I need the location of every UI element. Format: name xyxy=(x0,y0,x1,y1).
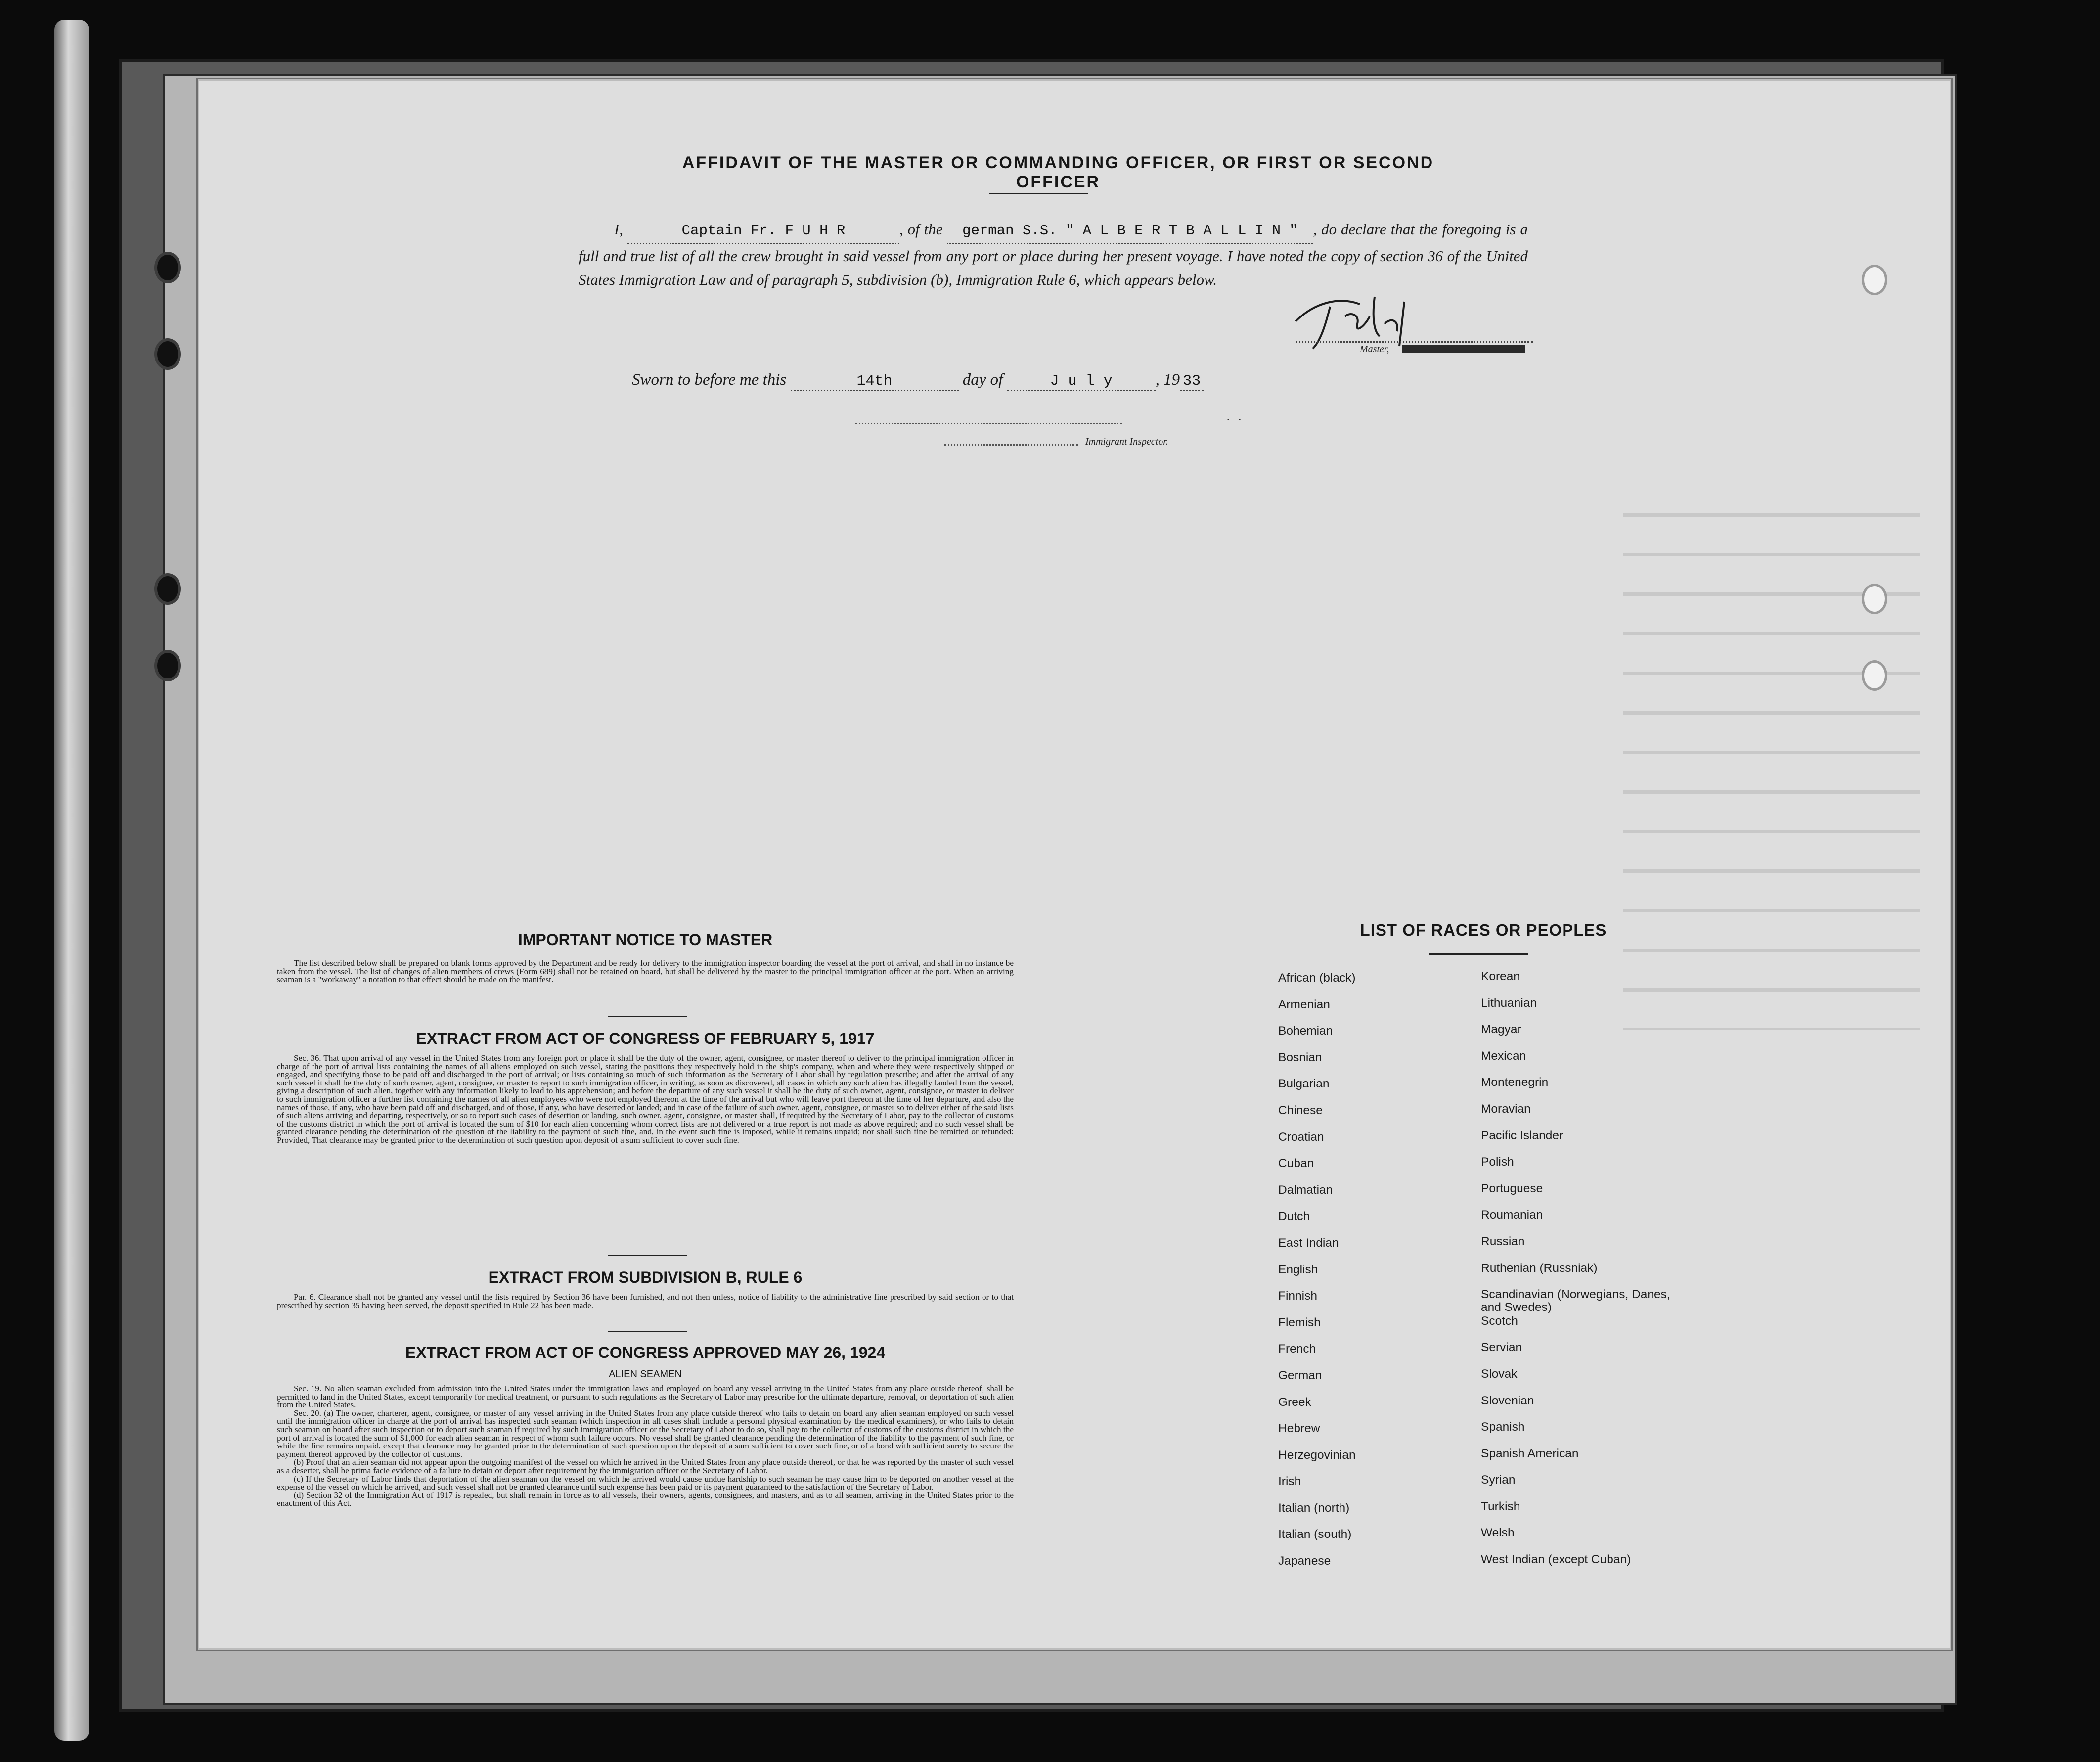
race-item: Russian xyxy=(1481,1234,1525,1248)
race-item: Finnish xyxy=(1278,1289,1317,1303)
extract-rule6-paragraph: Par. 6. Clearance shall not be granted any vessel until the lists required by Section 36 have been furnished, and not then unless, notice of liability to the administrative fine prescribed by said section or to that prescribed by section 35 having been served, the deposit specified in Rule 22 has been made. xyxy=(277,1292,1014,1310)
race-item: Roumanian xyxy=(1481,1208,1543,1222)
races-title: LIST OF RACES OR PEOPLES xyxy=(1360,921,1607,939)
sworn-text: Sworn to before me this xyxy=(632,371,787,389)
punch-hole xyxy=(157,341,178,367)
race-item: Pacific Islander xyxy=(1481,1129,1564,1142)
race-item: Spanish American xyxy=(1481,1446,1579,1460)
inspector-label: Immigrant Inspector. xyxy=(1085,436,1168,447)
race-item: German xyxy=(1278,1368,1322,1382)
race-item: Armenian xyxy=(1278,997,1330,1011)
section-rule xyxy=(608,1016,687,1017)
race-item: West Indian (except Cuban) xyxy=(1481,1553,1631,1567)
sworn-line xyxy=(632,371,1324,391)
extract-rule6-text xyxy=(277,1293,1014,1310)
races-title-rule xyxy=(1429,953,1528,955)
inspector-line xyxy=(855,423,1122,424)
race-item: Japanese xyxy=(1278,1554,1331,1568)
affidavit-i: I, xyxy=(614,221,624,238)
bleed-through-text xyxy=(1623,486,1920,1030)
sworn-day-field: 14th xyxy=(791,373,959,391)
master-name-field: Captain Fr. F U H R xyxy=(627,219,899,244)
affidavit-of-the: , of the xyxy=(899,221,943,238)
sec-20c-paragraph: (c) If the Secretary of Labor finds that deportation of the alien seaman on the vessel on which he arrived would cause undue hardship to such seaman he may cause him to be deported on another vessel at the expense of the vessel on which he arrived, and such vessel shall not be granted clearance until such expense has been paid or its payment guaranteed to the satisfaction of the Secretary of Labor. xyxy=(277,1474,1014,1492)
race-item: French xyxy=(1278,1342,1316,1356)
notice-paragraph: The list described below shall be prepared on blank forms approved by the Department and be ready for delivery to the immigration inspector boarding the vessel at the port of arrival, and shall in no instance be taken from the vessel. The list of changes of alien members of crews (Form 689) shall not be retained on board, but shall be delivered by the master to the principal immigration officer at the port. When an arriving seaman is a "workaway" a notation to that effect should be made on the manifest. xyxy=(277,958,1014,985)
sec-20b-paragraph: (b) Proof that an alien seaman did not appear upon the outgoing manifest of the vessel on which he arrived in the United States from any place outside thereof, or that he was reported by the master of such vessel as a deserter, shall be prima facie evidence of a failure to detain or deport after requirement by the immigration officer or the Secretary of Labor. xyxy=(277,1457,1014,1475)
affidavit-declaration: , do declare that the foregoing is a full and true list of all the crew brought in said vessel from any port or place during her present voyage. I have noted the copy of section 36 of the United States Immigration Law and of paragraph 5, subdivision (b), Immigration Rule 6, which appears below. xyxy=(579,221,1528,288)
race-item: Dutch xyxy=(1278,1210,1310,1223)
punch-hole xyxy=(1864,586,1885,612)
race-item: English xyxy=(1278,1263,1318,1276)
affidavit-title: AFFIDAVIT OF THE MASTER OR COMMANDING OFFICER, OR FIRST OR SECOND OFFICER xyxy=(682,153,1434,191)
race-item: Bohemian xyxy=(1278,1024,1333,1038)
race-item: Montenegrin xyxy=(1481,1076,1549,1089)
extract-rule6-title: EXTRACT FROM SUBDIVISION B, RULE 6 xyxy=(488,1268,803,1286)
extract-1917-title: EXTRACT FROM ACT OF CONGRESS OF FEBRUARY 5, 1917 xyxy=(416,1030,875,1047)
sec-20d-paragraph: (d) Section 32 of the Immigration Act of 1917 is repealed, but shall remain in force as to all vessels, their owners, agents, consignees, and masters, and as to all seamen, arriving in the United States prior to the enactment of this Act. xyxy=(277,1490,1014,1508)
punch-hole xyxy=(1864,267,1885,293)
punch-hole xyxy=(157,653,178,678)
extract-1924-title: EXTRACT FROM ACT OF CONGRESS APPROVED MAY 26, 1924 xyxy=(405,1344,886,1361)
race-item: Servian xyxy=(1481,1341,1522,1355)
race-item: Hebrew xyxy=(1278,1422,1320,1436)
race-item: Bulgarian xyxy=(1278,1077,1330,1091)
section-rule xyxy=(608,1331,687,1332)
extract-1917-paragraph: Sec. 36. That upon arrival of any vessel in the United States from any foreign port or place it shall be the duty of the owner, agent, consignee, or master thereof to deliver to the principal immigration officer in charge of the port of arrival lists containing the names of all aliens employed on such vessel, stating the positions they respectively hold in the ship's company, when and where they were respectively shipped or engaged, and specifying those to be paid off and discharged in the port of arrival; or lists containing so much of such information as the Secretary of Labor shall by regulation prescribe; and after the arrival of any such vessel it shall be the duty of such owner, agent, consignee, or master to report to such immigration officer, in writing, as soon as discovered, all cases in which any such alien has illegally landed from the vessel, giving a description of such alien, together with any information likely to lead to his apprehension; and before the departure of any such vessel it shall be the duty of such owner, agent, consignee, or master to deliver to such immigration officer a further list containing the names of all alien employees who were not employed thereon at the time of the arrival but who will leave port thereon at the time of her departure, and also the names of those, if any, who have been paid off and discharged, and of those, if any, who have deserted or landed; and in case of the failure of such owner, agent, consignee, or master so to deliver either of the said lists of such aliens arriving and departing, respectively, or so to report such cases of desertion or landing, such owner, agent, consignee, or master shall, if required by the Secretary of Labor, pay to the collector of customs of the customs district in which the port of arrival is located the sum of $10 for each alien concerning whom correct lists are not delivered or a true report is not made as above required; and no such vessel shall be granted clearance pending the determination of the question of the liability to the payment of such fine, and, in the event such fine is imposed, while it remains unpaid; nor shall such fine be remitted or refunded: Provided, That clearance may be granted prior to the determination of such question upon deposit of a sum sufficient to cover such fine. xyxy=(277,1053,1014,1145)
punch-hole xyxy=(157,576,178,602)
sworn-month-field: J u l y xyxy=(1007,373,1156,391)
section-rule xyxy=(608,1255,687,1256)
race-item: Portuguese xyxy=(1481,1181,1543,1195)
race-item: Croatian xyxy=(1278,1130,1324,1144)
notice-text xyxy=(277,959,1014,984)
binder-strip xyxy=(54,20,89,1741)
extract-1924-text xyxy=(277,1385,1014,1508)
extract-1917-text xyxy=(277,1054,1014,1145)
race-item: Cuban xyxy=(1278,1157,1314,1171)
race-item: Magyar xyxy=(1481,1023,1521,1037)
race-item: Slovak xyxy=(1481,1367,1518,1381)
year-suffix-field: 33 xyxy=(1180,373,1204,391)
sec-20a-paragraph: Sec. 20. (a) The owner, charterer, agent, consignee, or master of any vessel arriving in the United States from any place outside thereof who fails to detain on board any alien seaman employed on such vessel until the immigration officer in charge at the port of arrival has inspected such seaman (which inspection in all cases shall include a personal physical examination by the medical examiners), or who fails to detain such seaman on board after such inspection or to deport such seaman if required by such immigration officer or the Secretary of Labor to do so, shall pay to the collector of customs of the customs district in which the port of arrival is located the sum of $1,000 for each alien seaman in respect of whom such failure occurs. No vessel shall be granted clearance pending the determination of the liability to the payment of such fine, or while the fine remains unpaid, except that clearance may be granted prior to the determination of such question upon the deposit of a sum sufficient to cover such fine, or of a bond with sufficient surety to secure the payment thereof approved by the collector of customs. xyxy=(277,1408,1014,1459)
race-item: Italian (south) xyxy=(1278,1528,1352,1541)
race-item: Flemish xyxy=(1278,1315,1321,1329)
notice-title: IMPORTANT NOTICE TO MASTER xyxy=(518,931,773,949)
master-label: Master, xyxy=(1360,344,1389,355)
race-item: East Indian xyxy=(1278,1236,1339,1250)
punch-hole xyxy=(157,255,178,280)
race-item: Mexican xyxy=(1481,1049,1526,1063)
race-item: Syrian xyxy=(1481,1473,1516,1487)
race-item: Lithuanian xyxy=(1481,996,1537,1010)
race-item: Turkish xyxy=(1481,1499,1520,1513)
race-item: Scotch xyxy=(1481,1314,1518,1328)
race-item: Moravian xyxy=(1481,1102,1531,1116)
title-rule xyxy=(989,193,1088,194)
race-item: Ruthenian (Russniak) xyxy=(1481,1261,1598,1275)
race-item: Chinese xyxy=(1278,1103,1323,1117)
race-item: Irish xyxy=(1278,1475,1301,1489)
master-signature-line xyxy=(1296,341,1533,343)
race-item: Welsh xyxy=(1481,1526,1515,1540)
sec-19-paragraph: Sec. 19. No alien seaman excluded from admission into the United States under the immigration laws and employed on board any vessel arriving in the United States from any place outside thereof, shall be permitted to land in the United States, except temporarily for medical treatment, or pursuant to such regulations as the Secretary of Labor may prescribe for the ultimate departure, removal, or deportation of such alien from the United States. xyxy=(277,1384,1014,1410)
races-right-column xyxy=(1481,970,1679,1580)
races-left-column xyxy=(1278,972,1466,1581)
race-item: Slovenian xyxy=(1481,1394,1534,1407)
extract-1924-subtitle: ALIEN SEAMEN xyxy=(609,1369,682,1380)
race-item: Dalmatian xyxy=(1278,1183,1333,1197)
punch-hole xyxy=(1864,663,1885,688)
day-of-text: day of xyxy=(962,371,1003,389)
affidavit-body xyxy=(579,218,1528,292)
vessel-name-field: german S.S. " A L B E R T B A L L I N " xyxy=(947,219,1313,244)
struck-out-title xyxy=(1402,345,1525,353)
race-item: Bosnian xyxy=(1278,1050,1322,1064)
race-item: Greek xyxy=(1278,1395,1311,1409)
race-item: Korean xyxy=(1481,970,1520,983)
race-item: Spanish xyxy=(1481,1420,1525,1434)
race-item: Italian (north) xyxy=(1278,1501,1350,1515)
inspector-dots: . . xyxy=(1226,408,1242,423)
race-item: Polish xyxy=(1481,1155,1514,1169)
year-prefix: , 19 xyxy=(1155,371,1180,389)
race-item: African (black) xyxy=(1278,971,1356,985)
inspector-signature-line xyxy=(944,444,1078,446)
race-item: Scandinavian (Norwegians, Danes, and Swedes) xyxy=(1481,1288,1670,1314)
race-item: Herzegovinian xyxy=(1278,1448,1356,1462)
